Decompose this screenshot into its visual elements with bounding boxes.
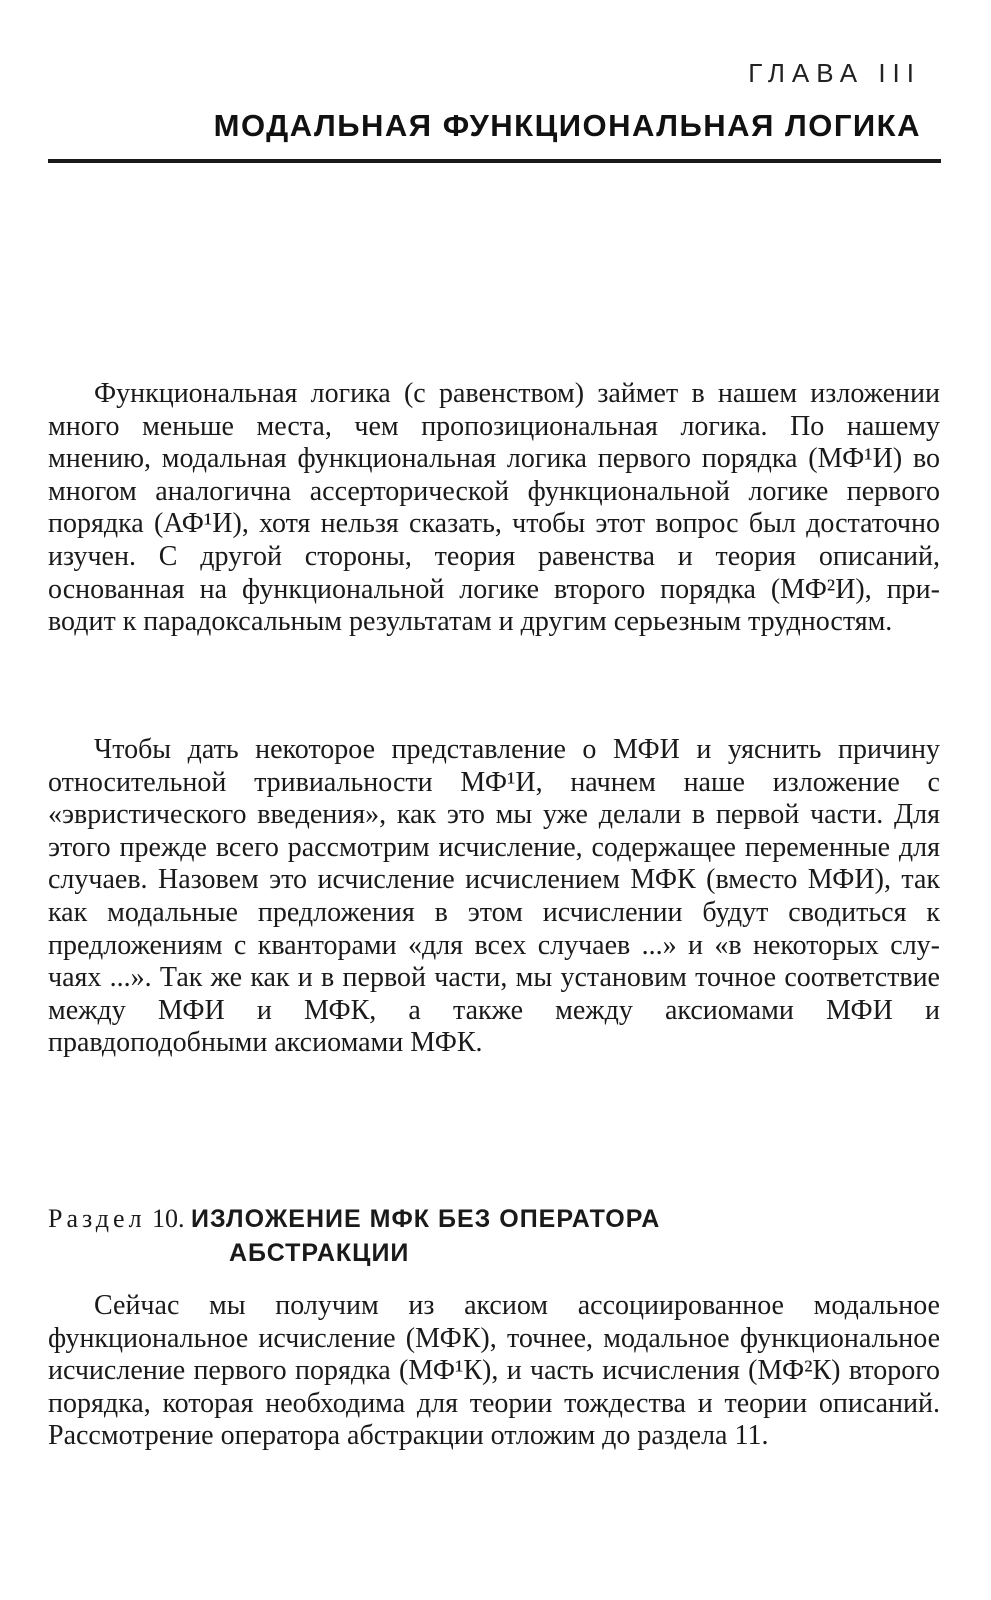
section-number: 10.	[152, 1204, 185, 1233]
section-prefix: Раздел	[48, 1204, 146, 1233]
section-title-line1: ИЗЛОЖЕНИЕ МФК БЕЗ ОПЕРАТОРА	[191, 1205, 661, 1233]
section-paragraph-block	[48, 1290, 940, 1453]
intro-paragraph-1-block	[48, 378, 940, 639]
chapter-label: ГЛАВА III	[748, 58, 921, 88]
section-paragraph: Сейчас мы получим из аксиом ассоциированное модальное функциональное исчисление (МФК), точнее, модальное функциональное исчисление первого порядка (МФ¹К), и часть исчисления (МФ²К) второго порядка, которая необходима для теории тождества и теории описаний. Рассмотрение оператора абстракции отложим до раздела 11.	[48, 1290, 940, 1452]
intro-paragraph-2: Чтобы дать некоторое представление о МФИ и уяснить причину относительной тривиальности МФ¹И, начнем наше изложение с «эвристического введения», как это мы уже делали в первой части. Для этого прежде всего рассмотрим исчисление, содержащее переменные для случаев. Назовем это исчисление исчислением МФК (вместо МФИ), так как модальные предложения в этом исчислении будут сводиться к предложениям с кванторами «для всех случаев ...» и «в некоторых случаях ...». Так же как и в первой части, мы установим точное соответствие между МФИ и МФК, а также между аксиомами МФИ и правдоподобными аксиомами МФК.	[48, 734, 940, 1059]
intro-paragraph-1: Функциональная логика (с равенством) займет в нашем изложении много меньше места, чем пропозициональная логика. По нашему мнению, модальная функциональная логика первого порядка (МФ¹И) во многом аналогична ассерторической функциональной логике первого порядка (АФ¹И), хотя нельзя сказать, чтобы этот вопрос был достаточно изучен. С другой стороны, теория равенства и теория описаний, основанная на функциональной логике второго порядка (МФ²И), приводит к парадоксальным результатам и другим серьезным трудностям.	[48, 378, 940, 638]
chapter-rule	[48, 159, 941, 163]
chapter-title: МОДАЛЬНАЯ ФУНКЦИОНАЛЬНАЯ ЛОГИКА	[213, 108, 921, 143]
section-heading	[48, 1202, 940, 1270]
intro-paragraph-2-block	[48, 734, 940, 1060]
section-title-line2: АБСТРАКЦИИ	[229, 1239, 410, 1267]
